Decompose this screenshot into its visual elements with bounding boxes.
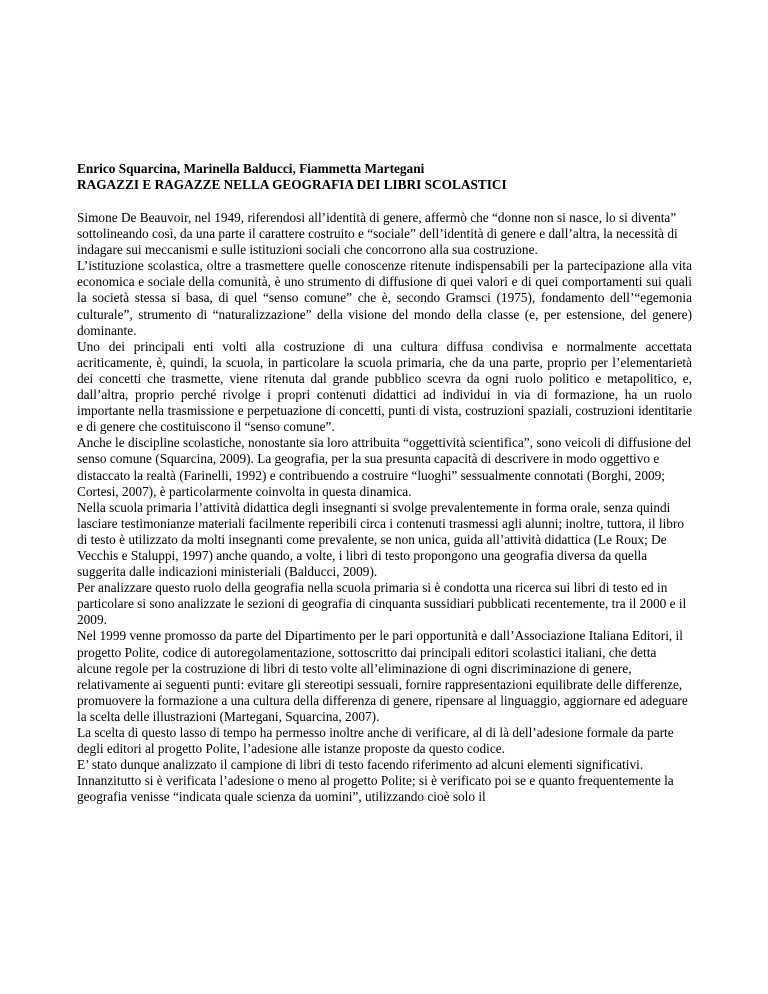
paragraph-istituzione-scolastica: L’istituzione scolastica, oltre a trasmettere quelle conoscenze ritenute indispensabili per la partecipazione alla vita economica e sociale della comunità, è uno strumento di diffusione di quei valori e di quei comportamenti sui quali la società stessa si basa, di quel “senso comune” che è, secondo Gramsci (1975), fondamento dell’“egemonia culturale”, strumento di “naturalizzazione” della visione del mondo della classe (e, per estensione, del genere) dominante. — [77, 258, 692, 338]
paragraph-progetto-polite: Nel 1999 venne promosso da parte del Dipartimento per le pari opportunità e dall’Associazione Italiana Editori, il progetto Polite, codice di autoregolamentazione, sottoscritto dai principali editori scolastici italiani, che detta alcune regole per la costruzione di libri di testo volte all’eliminazione di ogni discriminazione di genere, relativamente ai seguenti punti: evitare gli stereotipi sessuali, fornire rappresentazioni equilibrate delle differenze, promuovere la formazione a una cultura della differenza di genere, ripensare al linguaggio, aggiornare ed adeguare la scelta delle illustrazioni (Martegani, Squarcina, 2007). — [77, 628, 688, 724]
document-title: RAGAZZI E RAGAZZE NELLA GEOGRAFIA DEI LIBRI SCOLASTICI — [77, 177, 507, 192]
paragraph-lasso-di-tempo: La scelta di questo lasso di tempo ha permesso inoltre anche di verificare, al di là dell’adesione formale da parte degli editori al progetto Polite, l’adesione alle istanze proposte da questo codice. — [77, 725, 674, 757]
paragraph-scuola-primaria: Uno dei principali enti volti alla costruzione di una cultura diffusa condivisa e normalmente accettata acriticamente, è, quindi, la scuola, in particolare la scuola primaria, che da una parte, proprio per l’elementarietà dei concetti che trasmette, viene ritenuta dal grande pubblico scevra da ogni ruolo politico e metapolitico, e, dall’altra, proprio perché rivolge i propri contenuti didattici ad individui in via di formazione, ha un ruolo importante nella trasmissione e perpetuazione di concetti, punti di vista, costruzioni spaziali, costruzioni identitarie e di genere che costituiscono il “senso comune”. — [77, 338, 692, 435]
document-authors: Enrico Squarcina, Marinella Balducci, Fiammetta Martegani — [77, 161, 425, 176]
paragraph-campione: E’ stato dunque analizzato il campione di libri di testo facendo riferimento ad alcuni elementi significativi. — [77, 757, 644, 773]
paragraph-innanzitutto: Innanzitutto si è verificata l’adesione o meno al progetto Polite; si è verificato poi se e quanto frequentemente la geografia venisse “indicata quale scienza da uomini”, utilizzando cioè solo il — [77, 773, 674, 805]
paragraph-ricerca-libri: Per analizzare questo ruolo della geografia nella scuola primaria si è condotta una ricerca sui libri di testo ed in particolare si sono analizzate le sezioni di geografia di cinquanta sussidiari pubblicati recentemente, tra il 2000 e il 2009. — [77, 580, 687, 628]
paragraph-attivita-didattica: Nella scuola primaria l’attività didattica degli insegnanti si svolge prevalentemente in forma orale, senza quindi lasciare testimonianze materiali facilmente reperibili circa i contenuti trasmessi agli alunni; inoltre, tuttora, il libro di testo è utilizzato da molti insegnanti come prevalente, se non unica, guida all’attività didattica (Le Roux; De Vecchis e Staluppi, 1997) anche quando, a volte, i libri di testo propongono una geografia diversa da quella suggerita dalle indicazioni ministeriali (Balducci, 2009). — [77, 499, 685, 580]
document-page — [77, 161, 692, 805]
paragraph-de-beauvoir: Simone De Beauvoir, nel 1949, riferendosi all’identità di genere, affermò che “donne non si nasce, lo si diventa” sottolineando così, da una parte il carattere costruito e “sociale” dell’identità di genere e dall’altra, la necessità di indagare sui meccanismi e sulle istituzioni sociali che concorrono alla sua costruzione. — [77, 210, 678, 258]
paragraph-discipline-scolastiche: Anche le discipline scolastiche, nonostante sia loro attribuita “oggettività scientifica”, sono veicoli di diffusione del senso comune (Squarcina, 2009). La geografia, per la sua presunta capacità di descrivere in modo oggettivo e distaccato la realtà (Farinelli, 1992) e contribuendo a costruire “luoghi” sessualmente connotati (Borghi, 2009; Cortesi, 2007), è particolarmente coinvolta in questa dinamica. — [77, 435, 692, 499]
heading-spacer — [77, 193, 692, 210]
